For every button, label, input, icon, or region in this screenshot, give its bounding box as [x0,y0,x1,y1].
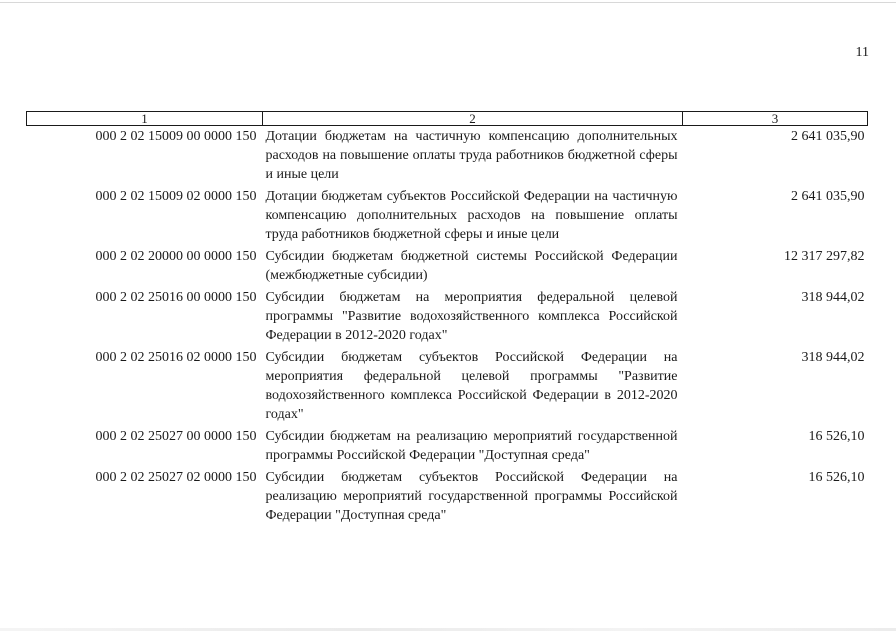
row-description: Дотации бюджетам субъектов Российской Федерации на частичную компенсацию дополнительных расходов на повышение оплаты труда работников бюджетной сферы и иные цели [265,189,678,242]
budget-code: 000 2 02 25016 02 0000 150 [95,350,257,365]
budget-revenue-table [26,111,868,525]
row-description: Субсидии бюджетам на мероприятия федеральной целевой программы "Развитие водохозяйственного комплекса Российской Федерации в 2012-2020 годах" [265,290,678,343]
column-header-3: 3 [683,112,868,126]
row-description: Субсидии бюджетам на реализацию мероприятий государственной программы Российской Федерации "Доступная среда" [265,429,678,463]
table-row [27,345,868,424]
row-amount: 12 317 297,82 [784,249,865,264]
budget-code: 000 2 02 20000 00 0000 150 [95,249,257,264]
scan-edge-line [0,2,896,3]
table-row [27,244,868,285]
row-description: Дотации бюджетам на частичную компенсацию дополнительных расходов на повышение оплаты труда работников бюджетной сферы и иные цели [265,129,678,182]
scan-noise-strip [0,628,896,631]
row-description: Субсидии бюджетам субъектов Российской Федерации на мероприятия федеральной целевой программы "Развитие водохозяйственного комплекса Российской Федерации в 2012-2020 годах" [265,350,678,422]
row-amount: 2 641 035,90 [791,189,865,204]
budget-code: 000 2 02 25027 00 0000 150 [95,429,257,444]
row-description: Субсидии бюджетам бюджетной системы Российской Федерации (межбюджетные субсидии) [265,249,678,283]
column-header-1: 1 [27,112,263,126]
table-row [27,184,868,244]
table-row [27,285,868,345]
table-row [27,126,868,185]
row-amount: 318 944,02 [801,290,865,305]
table-header-row [27,112,868,126]
budget-code: 000 2 02 25016 00 0000 150 [95,290,257,305]
row-amount: 16 526,10 [808,429,865,444]
row-amount: 318 944,02 [801,350,865,365]
budget-code: 000 2 02 25027 02 0000 150 [95,470,257,485]
page-number: 11 [855,45,869,60]
budget-code: 000 2 02 15009 02 0000 150 [95,189,257,204]
budget-code: 000 2 02 15009 00 0000 150 [95,129,257,144]
column-header-2: 2 [263,112,683,126]
table-row [27,424,868,465]
table-row [27,465,868,525]
row-description: Субсидии бюджетам субъектов Российской Федерации на реализацию мероприятий государственной программы Российской Федерации "Доступная среда" [265,470,678,523]
row-amount: 16 526,10 [808,470,865,485]
row-amount: 2 641 035,90 [791,129,865,144]
